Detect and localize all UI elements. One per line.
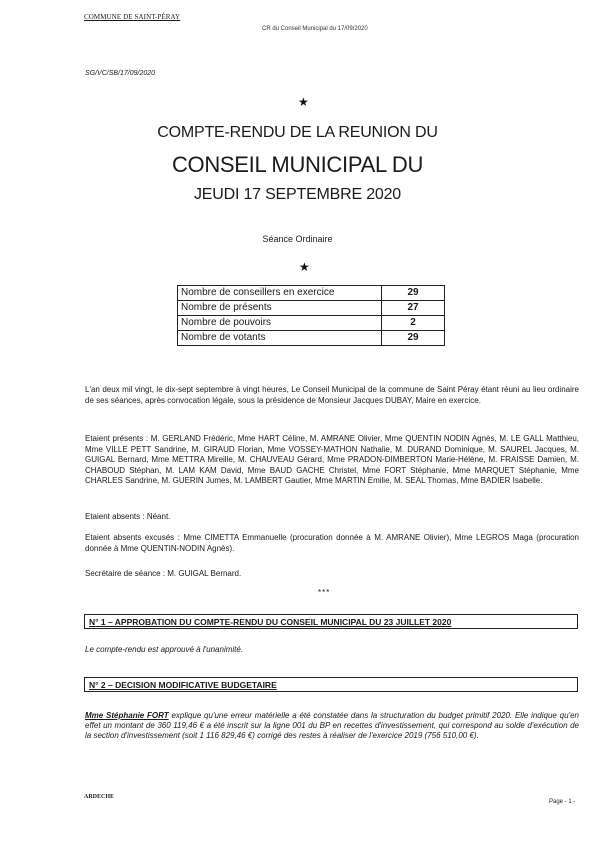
excused-paragraph: Etaient absents excusés : Mme CIMETTA Emmanuelle (procuration donnée à M. AMRANE Olivier), Mme LEGROS Maga (procuration donnée à Mme QUENTIN-NODIN Agnès). <box>85 533 579 553</box>
intro-paragraph: L'an deux mil vingt, le dix-sept septembre à vingt heures, Le Conseil Municipal de la commune de Saint Péray étant réuni au lieu ordinaire de ses séances, après convocation légale, sous la présidence de Monsieur Jacques DUBAY, Maire en exercice. <box>85 385 579 405</box>
stat-label: Nombre de votants <box>178 331 382 346</box>
table-row <box>178 316 445 331</box>
section-heading-text: N° 1 – APPROBATION DU COMPTE-RENDU DU CONSEIL MUNICIPAL DU 23 JUILLET 2020 <box>89 617 452 627</box>
stat-value: 27 <box>382 301 445 316</box>
section-body-text: explique qu'une erreur matérielle a été constatée dans la structuration du budget primitif 2020. Elle indique qu'en effet un montant de 360 119,46 € a été inscrit sur la ligne 001 du BP en recettes d'investissement, qui correspond au solde d'exécution de la section d'investissement (soit 1 116 829,46 €) corrigé des restes à réaliser de l'exercice 2019 (756 510,00 €). <box>85 711 580 740</box>
title-line-3: JEUDI 17 SEPTEMBRE 2020 <box>193 186 402 203</box>
title-line-2: CONSEIL MUNICIPAL DU <box>171 152 424 177</box>
stat-label: Nombre de conseillers en exercice <box>178 286 382 301</box>
stat-label: Nombre de présents <box>178 301 382 316</box>
table-row <box>178 286 445 301</box>
section-heading-1 <box>84 614 578 629</box>
section-heading-text: N° 2 – DECISION MODIFICATIVE BUDGETAIRE <box>89 680 277 690</box>
running-header: CR du Conseil Municipal du 17/09/2020 <box>262 26 368 32</box>
section-body-1: Le compte-rendu est approuvé à l'unanimité. <box>85 645 244 654</box>
footer-department: ARDECHE <box>84 794 115 800</box>
page-number: Page - 1 - <box>549 799 576 805</box>
stat-value: 29 <box>382 331 445 346</box>
secretary-paragraph: Secrétaire de séance : M. GUIGAL Bernard. <box>85 569 242 578</box>
commune-header: COMMUNE DE SAINT-PÉRAY <box>84 13 181 21</box>
table-row <box>178 301 445 316</box>
attendance-table <box>177 285 445 346</box>
seance-type: Séance Ordinaire <box>262 234 333 244</box>
table-row <box>178 331 445 346</box>
absents-paragraph: Etaient absents : Néant. <box>85 512 171 521</box>
presents-paragraph: Etaient présents : M. GERLAND Frédéric, Mme HART Céline, M. AMRANE Olivier, Mme QUENTIN NODIN Agnès, M. LE GALL Matthieu, Mme VILLE PETT Sandrine, M. GIRAUD Florian, Mme VOSSEY-MATHON Nathalie, M. DURAND Dominique, M. SAUREL Jacques, M. GUIGAL Bernard, Mme METTRA Mireille, M. CHAUVEAU Gérard, Mme PRADON-DIMBERTON Marie-Hélène, M. FRAISSE Damien, M. CHABOUD Stéphan, M. LAM KAM David, Mme BAUD GACHE Christel, Mme FORT Stéphanie, Mme MARQUET Stéphanie, Mme CHARLES Sandrine, M. GUERIN Jumes, M. LAMBERT Gautier, Mme MARTIN Emilie, M. SEAL Thomas, Mme BADIER Isabelle. <box>85 434 579 485</box>
separator: *** <box>318 588 331 597</box>
star-ornament-icon: ★ <box>299 260 310 274</box>
stat-value: 2 <box>382 316 445 331</box>
stat-label: Nombre de pouvoirs <box>178 316 382 331</box>
section-body-2 <box>85 711 579 741</box>
title-line-1: COMPTE-RENDU DE LA REUNION DU <box>157 124 438 141</box>
document-reference: SG/VC/SB/17/09/2020 <box>85 70 156 77</box>
speaker-name: Mme Stéphanie FORT <box>85 711 169 720</box>
section-heading-2 <box>84 677 578 692</box>
stat-value: 29 <box>382 286 445 301</box>
star-ornament-icon: ★ <box>298 95 309 109</box>
